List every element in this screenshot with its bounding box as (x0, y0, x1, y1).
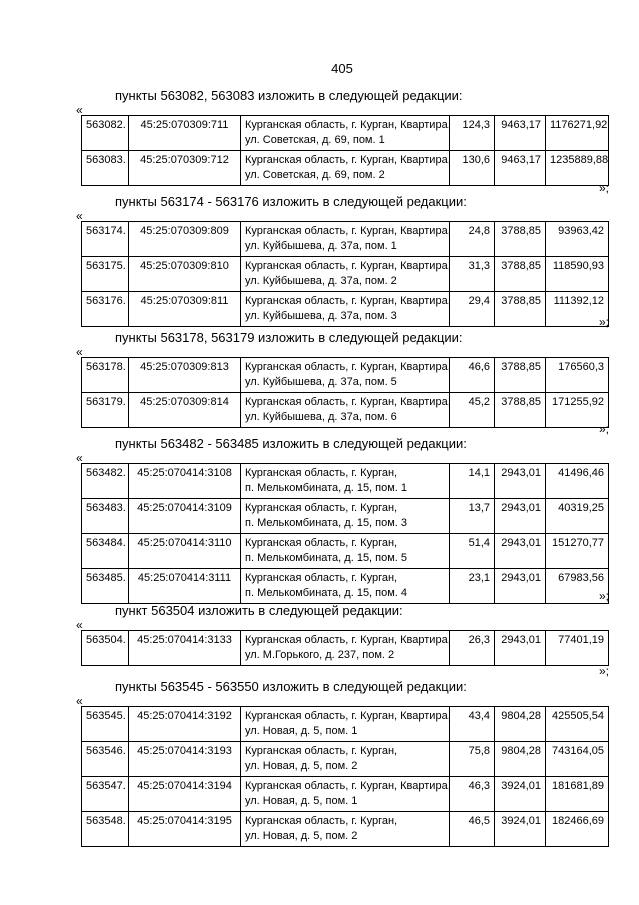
area-cell: 46,5 (450, 812, 495, 847)
table-row (82, 812, 609, 847)
address-cell (241, 222, 450, 257)
section-intro: пункты 563545 - 563550 изложить в следующей редакции: (115, 679, 467, 694)
cadastral-number-cell: 45:25:070309:811 (129, 292, 241, 327)
item-number-cell: 563548. (82, 812, 129, 847)
address-line: Курганская область, г. Курган, Квартира, (245, 154, 451, 166)
cadastral-number-cell: 45:25:070414:3192 (129, 707, 241, 742)
rate-cell: 2943,01 (495, 464, 546, 499)
area-cell: 51,4 (450, 534, 495, 569)
item-number-cell: 563504. (82, 631, 129, 666)
item-number-cell: 563178. (82, 358, 129, 393)
table-row (82, 742, 609, 777)
address-cell (241, 777, 450, 812)
closing-quote: »; (598, 589, 609, 603)
rate-cell: 9804,28 (495, 707, 546, 742)
address-cell (241, 742, 450, 777)
rate-cell: 9463,17 (495, 151, 546, 186)
address-cell (241, 812, 450, 847)
section-table (81, 221, 609, 327)
table-row (82, 116, 609, 151)
rate-cell: 2943,01 (495, 569, 546, 604)
rate-cell: 2943,01 (495, 631, 546, 666)
item-number-cell: 563485. (82, 569, 129, 604)
address-line: Курганская область, г. Курган, Квартира, (245, 119, 451, 131)
section-table (81, 630, 609, 666)
area-cell: 13,7 (450, 499, 495, 534)
rate-cell: 3788,85 (495, 257, 546, 292)
address-line: п. Мелькомбината, д. 15, пом. 5 (245, 552, 408, 564)
item-number-cell: 563176. (82, 292, 129, 327)
area-cell: 31,3 (450, 257, 495, 292)
address-line: Курганская область, г. Курган, (245, 467, 398, 479)
address-cell (241, 116, 450, 151)
rate-cell: 9804,28 (495, 742, 546, 777)
sum-cell: 1176271,92 (546, 116, 609, 151)
address-cell (241, 499, 450, 534)
address-cell (241, 569, 450, 604)
cadastral-number-cell: 45:25:070309:810 (129, 257, 241, 292)
item-number-cell: 563482. (82, 464, 129, 499)
address-line: Курганская область, г. Курган, (245, 537, 398, 549)
address-line: Курганская область, г. Курган, Квартира, (245, 780, 451, 792)
item-number-cell: 563546. (82, 742, 129, 777)
section-intro: пункты 563082, 563083 изложить в следующей редакции: (115, 88, 463, 103)
area-cell: 46,6 (450, 358, 495, 393)
address-line: Курганская область, г. Курган, (245, 572, 398, 584)
rate-cell: 3788,85 (495, 222, 546, 257)
cadastral-number-cell: 45:25:070309:813 (129, 358, 241, 393)
address-cell (241, 464, 450, 499)
opening-quote: « (76, 345, 83, 359)
cadastral-number-cell: 45:25:070414:3193 (129, 742, 241, 777)
opening-quote: « (76, 618, 83, 632)
section-intro: пункт 563504 изложить в следующей редакции: (115, 603, 403, 618)
cadastral-number-cell: 45:25:070414:3195 (129, 812, 241, 847)
area-cell: 46,3 (450, 777, 495, 812)
sum-cell: 41496,46 (546, 464, 609, 499)
address-line: ул. Советская, д. 69, пом. 2 (245, 169, 385, 181)
rate-cell: 3924,01 (495, 777, 546, 812)
rate-cell: 2943,01 (495, 499, 546, 534)
address-cell (241, 631, 450, 666)
closing-quote: »; (598, 315, 609, 329)
cadastral-number-cell: 45:25:070414:3111 (129, 569, 241, 604)
address-line: п. Мелькомбината, д. 15, пом. 3 (245, 517, 408, 529)
address-line: Курганская область, г. Курган, Квартира, (245, 260, 451, 272)
address-line: ул. Новая, д. 5, пом. 1 (245, 725, 358, 737)
address-line: ул. Новая, д. 5, пом. 2 (245, 830, 358, 842)
address-cell (241, 707, 450, 742)
address-cell (241, 393, 450, 428)
cadastral-number-cell: 45:25:070309:814 (129, 393, 241, 428)
address-line: Курганская область, г. Курган, Квартира, (245, 225, 451, 237)
opening-quote: « (76, 451, 83, 465)
address-line: ул. Куйбышева, д. 37а, пом. 3 (245, 310, 397, 322)
area-cell: 130,6 (450, 151, 495, 186)
address-line: ул. М.Горького, д. 237, пом. 2 (245, 649, 395, 661)
cadastral-number-cell: 45:25:070414:3133 (129, 631, 241, 666)
area-cell: 26,3 (450, 631, 495, 666)
sum-cell: 1235889,88 (546, 151, 609, 186)
address-line: Курганская область, г. Курган, Квартира, (245, 710, 451, 722)
sum-cell: 425505,54 (546, 707, 609, 742)
sum-cell: 111392,12 (546, 292, 609, 327)
opening-quote: « (76, 694, 83, 708)
table-row (82, 631, 609, 666)
cadastral-number-cell: 45:25:070414:3109 (129, 499, 241, 534)
area-cell: 75,8 (450, 742, 495, 777)
rate-cell: 3788,85 (495, 393, 546, 428)
item-number-cell: 563179. (82, 393, 129, 428)
page-number: 405 (331, 61, 353, 76)
item-number-cell: 563545. (82, 707, 129, 742)
cadastral-number-cell: 45:25:070309:809 (129, 222, 241, 257)
rate-cell: 9463,17 (495, 116, 546, 151)
table-row (82, 464, 609, 499)
section-table (81, 115, 609, 186)
table-row (82, 292, 609, 327)
cadastral-number-cell: 45:25:070414:3110 (129, 534, 241, 569)
sum-cell: 77401,19 (546, 631, 609, 666)
item-number-cell: 563174. (82, 222, 129, 257)
sum-cell: 743164,05 (546, 742, 609, 777)
address-line: п. Мелькомбината, д. 15, пом. 1 (245, 482, 408, 494)
opening-quote: « (76, 103, 83, 117)
sum-cell: 151270,77 (546, 534, 609, 569)
closing-quote: »; (598, 181, 609, 195)
cadastral-number-cell: 45:25:070414:3194 (129, 777, 241, 812)
area-cell: 23,1 (450, 569, 495, 604)
item-number-cell: 563083. (82, 151, 129, 186)
section-table (81, 463, 609, 604)
cadastral-number-cell: 45:25:070414:3108 (129, 464, 241, 499)
item-number-cell: 563483. (82, 499, 129, 534)
area-cell: 14,1 (450, 464, 495, 499)
table-row (82, 777, 609, 812)
sum-cell: 67983,56 (546, 569, 609, 604)
item-number-cell: 563082. (82, 116, 129, 151)
area-cell: 24,8 (450, 222, 495, 257)
sum-cell: 181681,89 (546, 777, 609, 812)
address-line: Курганская область, г. Курган, Квартира, (245, 361, 451, 373)
sum-cell: 40319,25 (546, 499, 609, 534)
section-table (81, 357, 609, 428)
area-cell: 29,4 (450, 292, 495, 327)
table-row (82, 569, 609, 604)
sum-cell: 118590,93 (546, 257, 609, 292)
table-row (82, 257, 609, 292)
sum-cell: 171255,92 (546, 393, 609, 428)
sum-cell: 176560,3 (546, 358, 609, 393)
address-line: ул. Советская, д. 69, пом. 1 (245, 134, 385, 146)
closing-quote: »; (598, 664, 609, 678)
address-line: ул. Новая, д. 5, пом. 1 (245, 795, 358, 807)
cadastral-number-cell: 45:25:070309:711 (129, 116, 241, 151)
table-row (82, 358, 609, 393)
rate-cell: 3788,85 (495, 292, 546, 327)
section-table (81, 706, 609, 847)
address-cell (241, 534, 450, 569)
section-intro: пункты 563174 - 563176 изложить в следующей редакции: (115, 194, 467, 209)
rate-cell: 2943,01 (495, 534, 546, 569)
address-line: Курганская область, г. Курган, Квартира, (245, 396, 451, 408)
address-cell (241, 292, 450, 327)
address-line: Курганская область, г. Курган, (245, 502, 398, 514)
area-cell: 45,2 (450, 393, 495, 428)
item-number-cell: 563484. (82, 534, 129, 569)
table-row (82, 499, 609, 534)
area-cell: 43,4 (450, 707, 495, 742)
address-line: Курганская область, г. Курган, Квартира, (245, 295, 451, 307)
address-line: Курганская область, г. Курган, Квартира, (245, 634, 451, 646)
rate-cell: 3924,01 (495, 812, 546, 847)
address-line: ул. Куйбышева, д. 37а, пом. 2 (245, 275, 397, 287)
table-row (82, 151, 609, 186)
address-line: Курганская область, г. Курган, (245, 745, 398, 757)
table-row (82, 393, 609, 428)
rate-cell: 3788,85 (495, 358, 546, 393)
address-line: ул. Куйбышева, д. 37а, пом. 5 (245, 376, 397, 388)
table-row (82, 707, 609, 742)
table-row (82, 222, 609, 257)
address-line: ул. Куйбышева, д. 37а, пом. 1 (245, 240, 397, 252)
table-row (82, 534, 609, 569)
address-cell (241, 257, 450, 292)
address-line: ул. Куйбышева, д. 37а, пом. 6 (245, 411, 397, 423)
opening-quote: « (76, 209, 83, 223)
sum-cell: 182466,69 (546, 812, 609, 847)
address-cell (241, 358, 450, 393)
address-line: Курганская область, г. Курган, (245, 815, 398, 827)
cadastral-number-cell: 45:25:070309:712 (129, 151, 241, 186)
section-intro: пункты 563178, 563179 изложить в следующей редакции: (115, 330, 463, 345)
address-line: п. Мелькомбината, д. 15, пом. 4 (245, 587, 408, 599)
item-number-cell: 563547. (82, 777, 129, 812)
address-cell (241, 151, 450, 186)
area-cell: 124,3 (450, 116, 495, 151)
address-line: ул. Новая, д. 5, пом. 2 (245, 760, 358, 772)
item-number-cell: 563175. (82, 257, 129, 292)
sum-cell: 93963,42 (546, 222, 609, 257)
closing-quote: »; (598, 422, 609, 436)
section-intro: пункты 563482 - 563485 изложить в следующей редакции: (115, 436, 467, 451)
